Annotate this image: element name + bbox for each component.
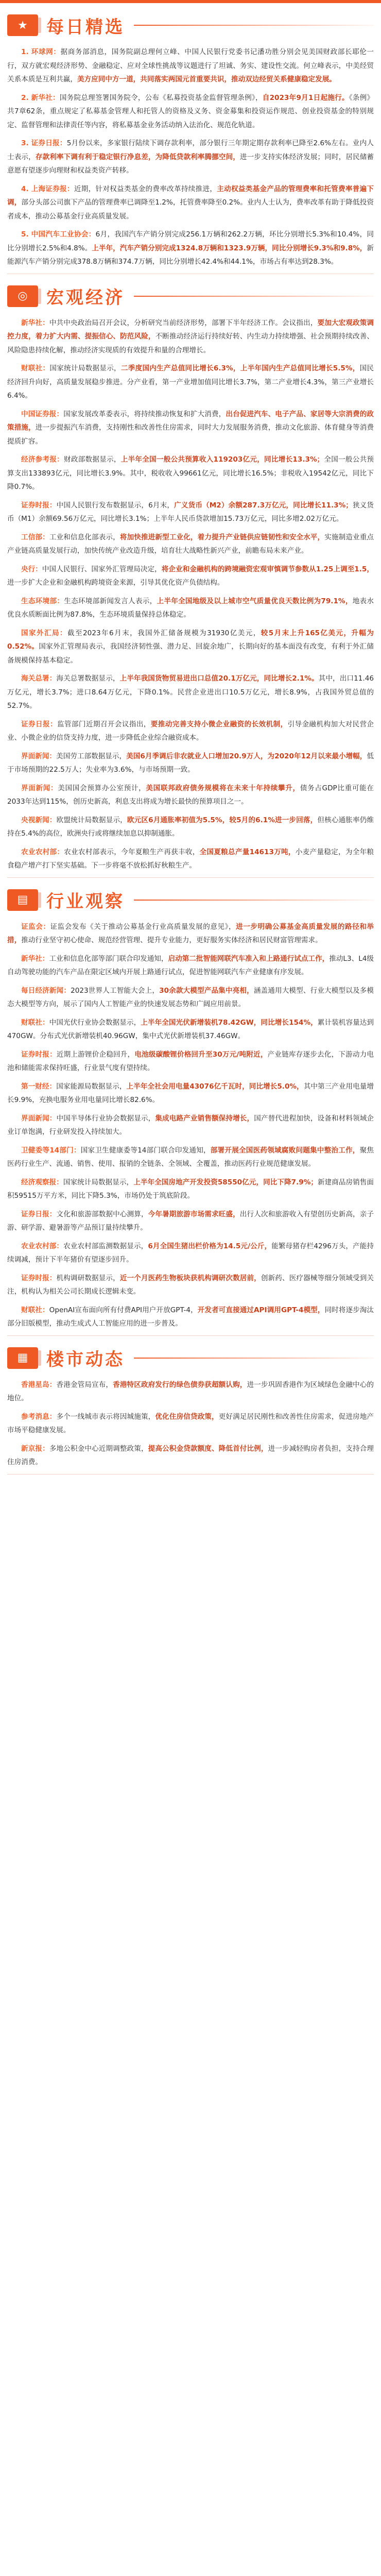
- section-rule: [134, 900, 374, 901]
- section-header: [7, 281, 374, 311]
- news-source: 农业农村部：: [21, 848, 64, 856]
- news-highlight: 电池级碳酸锂价格回升至30万元/吨附近，: [134, 1050, 268, 1059]
- news-highlight: 优化住房信贷政策，: [155, 1412, 219, 1421]
- news-lead: 财政部数据显示，: [64, 455, 121, 464]
- news-source: 界面新闻：: [21, 752, 57, 760]
- news-lead: 中国半导体行业协会数据显示，: [56, 1114, 155, 1123]
- news-source: 新华社：: [21, 318, 49, 327]
- news-item: [7, 718, 374, 745]
- news-tail: 全国一般公共预算支出133893亿元，同比增长3.9%。其中，税收收入99661亿元，同比增长16.5%；非税收入19542亿元，同比下降0.7%。: [7, 455, 374, 491]
- news-lead: 香港金管局宣布，: [56, 1380, 113, 1389]
- section-rule: [134, 1358, 374, 1359]
- news-highlight: 6月全国生猪出栏价格为14.5元/公斤，: [148, 1242, 272, 1250]
- news-highlight: 上半年全社会用电量43076亿千瓦时，同比增长5.0%，: [126, 1082, 304, 1091]
- section-header: [7, 10, 374, 40]
- news-source: 证监会：: [21, 922, 50, 931]
- top-banner: [0, 0, 381, 3]
- news-tail: 债务占GDP比重可能在2033年达到115%，创历史新高，利息支出将成为增长最快的预算项目之一。: [7, 784, 374, 806]
- news-tail: 《条例》共7章62条，重点规定了私募基金管理人和托管人的资格及义务、资金募集和投资运作规范、创业投资基金的特别规定、监督管理和法律责任等内容，将私募基金业务活动纳入法治化、规范化轨道。: [7, 93, 374, 129]
- news-item: [7, 672, 374, 713]
- section-2: [0, 885, 381, 1336]
- news-lead: 农业农村部表示，今年夏粮生产再获丰收，: [64, 848, 200, 856]
- news-highlight: 存款利率下调有利于稳定银行净息差，为降低贷款利率腾挪空间，: [35, 152, 240, 161]
- news-item: [7, 1144, 374, 1171]
- news-lead: 监管部门近期召开会议指出，: [57, 720, 151, 728]
- news-tail: 涵盖通用大模型、行业大模型以及多模态大模型等方向，展示了国内人工智能产业的快速发展态势和广阔应用前景。: [7, 986, 374, 1008]
- news-highlight: 二季度国内生产总值同比增长6.3%，上半年国内生产总值同比增长5.5%，: [120, 364, 360, 372]
- news-tail: 进一步巩固香港作为区域绿色金融中心的地位。: [7, 1380, 374, 1402]
- news-tail: 推动行业坚守初心使命、规范经营管理、提升专业能力，更好服务实体经济和居民财富管理需求。: [21, 936, 322, 944]
- news-highlight: 30余款大模型产品集中亮相，: [159, 986, 254, 995]
- news-item: [7, 499, 374, 526]
- news-highlight: 要加大宏观政策调控力度，着力扩大内需、提振信心、防范风险，: [7, 318, 374, 341]
- news-tail: 不断推动经济运行持续好转、内生动力持续增强、社会预期持续改善、风险隐患持续化解，推动经济实现质的有效提升和量的合理增长。: [7, 332, 374, 354]
- news-item: [7, 453, 374, 494]
- news-tail: 国产替代进程加快，设备和材料领域企业订单饱满，行业研发投入持续加大。: [7, 1114, 374, 1136]
- news-source: 5. 中国汽车工业协会：: [21, 230, 96, 239]
- news-lead: 生态环境部新闻发言人表示，: [64, 597, 157, 605]
- news-tail: 进一步减轻购房者负担，支持合理住房消费。: [7, 1444, 374, 1466]
- news-tail: 更好满足居民刚性和改善性住房需求，促进房地产市场平稳健康发展。: [7, 1412, 374, 1434]
- news-highlight: 出台促进汽车、电子产品、家居等大宗消费的政策措施，: [7, 410, 374, 432]
- news-tail: 小麦产量稳定，为全年粮食稳产增产打下坚实基础。下一步将毫不放松抓好秋粮生产。: [7, 848, 374, 870]
- news-tail: 创新药、医疗器械等细分领域受到关注，机构认为相关公司长期成长逻辑未变。: [7, 1274, 374, 1296]
- news-item: [7, 137, 374, 178]
- news-lead: 近期，针对权益类基金的费率改革持续推进，: [74, 184, 217, 193]
- news-source: 财联社：: [21, 1018, 49, 1027]
- news-lead: 农业农村部监测数据显示，: [63, 1242, 148, 1250]
- news-lead: 多地公积金中心近期调整政策，: [49, 1444, 148, 1453]
- news-source: 工信部：: [21, 533, 49, 541]
- news-lead: 机构调研数据显示，: [56, 1274, 120, 1282]
- news-item: [7, 408, 374, 449]
- news-source: 证券日报：: [21, 720, 57, 728]
- news-highlight: 广义货币（M2）余额287.3万亿元，同比增长11.3%；: [174, 501, 353, 510]
- news-lead: 国家发展改革委表示，将持续推动恢复和扩大消费，: [63, 410, 226, 418]
- news-item: [7, 1016, 374, 1043]
- news-lead: 中国光伏行业协会数据显示，: [49, 1018, 141, 1027]
- news-tail: 地表水优良水质断面比例为87.8%，生态环境质量保持总体稳定。: [7, 597, 374, 619]
- news-item: [7, 952, 374, 979]
- news-item: [7, 1240, 374, 1267]
- news-item: [7, 1442, 374, 1469]
- news-highlight: 较5月末上升165亿美元，升幅为0.52%。: [7, 629, 374, 651]
- news-tail: 产业链库存逐步去化，下游动力电池和储能需求保持旺盛，行业景气度有望持续。: [7, 1050, 374, 1072]
- news-item: [7, 45, 374, 87]
- news-lead: 6月，我国汽车产销分别完成256.1万辆和262.2万辆，环比分别增长5.3%和10.4%，同比分别增长2.5%和4.8%。: [7, 230, 374, 252]
- news-lead: 国务院总理签署国务院令，公布《私募投资基金监督管理条例》，: [59, 93, 263, 102]
- news-highlight: 上半年，汽车产销分别完成1324.8万辆和1323.9万辆，同比分别增长9.3%和9.8%，: [92, 244, 367, 252]
- news-source: 1. 环球网：: [21, 48, 61, 56]
- news-item: [7, 750, 374, 777]
- section-header: [7, 885, 374, 915]
- news-lead: 美国劳工部数据显示，: [56, 752, 127, 760]
- news-source: 香港星岛：: [21, 1380, 57, 1389]
- chart-icon: ▤: [7, 889, 38, 911]
- news-source: 海关总署：: [21, 674, 57, 683]
- news-source: 生态环境部：: [21, 597, 64, 605]
- news-item: [7, 1378, 374, 1405]
- news-lead: 欧盟统计局数据显示，: [56, 816, 127, 824]
- news-item: [7, 814, 374, 841]
- news-source: 证券时报：: [21, 1274, 57, 1282]
- news-lead: 文化和旅游部数据中心测算，: [56, 1210, 148, 1218]
- news-highlight: 开发者可直接通过API调用GPT-4模型，: [197, 1306, 325, 1314]
- news-tail: 其中，出口11.46万亿元，增长3.7%；进口8.64万亿元，下降0.1%。民营企业进出口10.5万亿元，增长8.9%，占我国外贸总值的52.7%。: [7, 674, 374, 710]
- news-highlight: 将企业和金融机构的跨境融资宏观审慎调节参数从1.25上调至1.5，: [161, 565, 374, 573]
- news-highlight: 要推动完善支持小微企业融资的长效机制，: [150, 720, 288, 728]
- news-highlight: 美国6月季调后非农就业人口增加20.9万人，为2020年12月以来最小增幅，: [126, 752, 367, 760]
- news-source: 界面新闻：: [21, 784, 58, 792]
- news-highlight: 今年暑期旅游市场需求旺盛，: [148, 1210, 240, 1218]
- news-source: 证券时报：: [21, 1050, 57, 1059]
- news-tail: 国家外汇管理局表示，我国经济韧性强、潜力足、回旋余地广，长期向好的基本面没有改变，有利于外汇储备规模保持基本稳定。: [7, 642, 374, 665]
- news-highlight: 集成电路产业销售额保持增长，: [155, 1114, 254, 1123]
- news-lead: 国家统计局数据显示，: [63, 1178, 134, 1187]
- news-source: 央行：: [21, 565, 42, 573]
- news-highlight: 提高公积金贷款额度、降低首付比例，: [148, 1444, 268, 1453]
- news-tail: 聚焦医药行业生产、流通、销售、使用、报销的全链条、全领域、全覆盖，推动医药行业规范健康发展。: [7, 1146, 374, 1168]
- news-source: 3. 证券日报：: [21, 139, 67, 147]
- news-tail: 狭义货币（M1）余额69.56万亿元，同比增长3.1%；上半年人民币贷款增加15.73万亿元，同比多增2.02万亿元。: [7, 501, 374, 523]
- news-source: 4. 上海证券报：: [21, 184, 74, 193]
- news-highlight: 全国夏粮总产量14613万吨，: [199, 848, 296, 856]
- section-3: [0, 1343, 381, 1475]
- news-tail: 同时将逐步淘汰部分旧版模型，推动生成式人工智能应用的进一步普及。: [7, 1306, 374, 1328]
- news-source: 第一财经：: [21, 1082, 57, 1091]
- news-highlight: 上半年全国一般公共预算收入119203亿元，同比增长13.3%；: [120, 455, 324, 464]
- news-tail: 累计装机容量达到470GW。分布式光伏新增装机40.96GW，集中式光伏新增装机37.46GW。: [7, 1018, 374, 1040]
- news-highlight: 香港特区政府发行的绿色债券获超额认购，: [113, 1380, 247, 1389]
- news-item: [7, 1176, 374, 1203]
- news-item: [7, 920, 374, 947]
- news-tail: 进一步提振汽车消费，支持刚性和改善性住房需求，同时大力发展服务消费，推动文化旅游、体育健身等消费提质扩容。: [7, 423, 374, 446]
- news-tail: 引导金融机构加大对民营企业、小微企业的信贷支持力度，进一步降低企业综合融资成本。: [7, 720, 374, 742]
- news-source: 证券时报：: [21, 501, 57, 510]
- section-rule: [134, 296, 374, 297]
- news-source: 新京报：: [21, 1444, 49, 1453]
- news-source: 每日经济新闻：: [21, 986, 71, 995]
- news-source: 界面新闻：: [21, 1114, 57, 1123]
- news-source: 国家外汇局：: [21, 629, 68, 637]
- content: [0, 10, 381, 1475]
- news-lead: 中国人民银行发布数据显示，6月末，: [56, 501, 175, 510]
- section-title: 宏观经济: [46, 287, 125, 308]
- news-highlight: 美方应同中方一道，共同落实两国元首重要共识，推动双边经贸关系健康稳定发展。: [77, 75, 336, 83]
- section-header: [7, 1343, 374, 1373]
- news-lead: 工业和信息化部等部门联合印发通知，: [49, 954, 168, 963]
- news-item: [7, 91, 374, 132]
- news-lead: 国家卫生健康委等14部门联合印发通知，: [80, 1146, 211, 1155]
- news-source: 农业农村部：: [21, 1242, 64, 1250]
- news-highlight: 自2023年9月1日起施行。: [262, 93, 349, 102]
- news-highlight: 上半年全国地级及以上城市空气质量优良天数比例为79.1%，: [157, 597, 353, 605]
- headline-icon: ★: [7, 14, 38, 36]
- news-tail: 新建商品房销售面积59515万平方米，同比下降5.3%，市场仍处于筑底阶段。: [7, 1178, 374, 1200]
- news-item: [7, 531, 374, 558]
- section-title: 行业观察: [46, 891, 125, 912]
- news-lead: 中国人民银行、国家外汇管理局决定，: [42, 565, 162, 573]
- news-item: [7, 563, 374, 590]
- news-item: [7, 316, 374, 358]
- news-source: 中国证券报：: [21, 410, 64, 418]
- news-tail: 出行人次和旅游收入有望创历史新高，亲子游、研学游、避暑游等产品预订量持续攀升。: [7, 1210, 374, 1232]
- news-tail: 能繁母猪存栏4296万头，产能持续调减，预计下半年猪价有望逐步回升。: [7, 1242, 374, 1264]
- news-source: 证券日报：: [21, 1210, 57, 1218]
- news-item: [7, 1303, 374, 1331]
- news-source: 央视新闻：: [21, 816, 57, 824]
- news-item: [7, 1272, 374, 1299]
- section-title: 每日精选: [46, 16, 125, 38]
- news-tail: 国民经济回升向好，高质量发展稳步推进。分产业看，第一产业增加值同比增长3.7%，第二产业增长4.3%，第三产业增长6.4%。: [7, 364, 374, 400]
- news-lead: 2023世界人工智能大会上，: [71, 986, 160, 995]
- news-source: 经济观察报：: [21, 1178, 63, 1187]
- building-icon: ▦: [7, 1347, 38, 1369]
- news-lead: 据商务部消息，国务院副总理何立峰、中国人民银行党委书记潘功胜分别会见美国财政部长耶伦一行，双方就宏观经济形势、金融稳定、应对全球性挑战等议题进行了坦诚、务实、建设性交流。何立峰表示，中美经贸关系本质是互利共赢，: [7, 48, 374, 83]
- news-lead: 中共中央政治局召开会议，分析研究当前经济形势，部署下半年经济工作。会议指出，: [49, 318, 318, 327]
- news-item: [7, 595, 374, 622]
- news-source: 财联社：: [21, 364, 50, 372]
- news-lead: 海关总署数据显示，: [56, 674, 120, 683]
- news-highlight: 主动权益类基金产品的管理费率和托管费率普遍下调，: [7, 184, 374, 207]
- news-item: [7, 1112, 374, 1139]
- news-item: [7, 1048, 374, 1075]
- news-tail: 低于市场预期的22.5万人；失业率为3.6%，与市场预期一致。: [7, 752, 374, 774]
- news-source: 财联社：: [21, 1306, 49, 1314]
- news-item: [7, 182, 374, 224]
- news-tail: 实施制造业重点产业链高质量发展行动，加快传统产业改造升级，培育壮大战略性新兴产业，前瞻布局未来产业。: [7, 533, 374, 555]
- news-item: [7, 845, 374, 873]
- news-lead: 工业和信息化部表示，: [49, 533, 120, 541]
- globe-icon: ◎: [7, 285, 38, 307]
- news-highlight: 近一个月医药生物板块获机构调研次数居前，: [119, 1274, 261, 1282]
- news-tail: 进一步扩大企业和金融机构跨境资金来源，引导其优化资产负债结构。: [7, 579, 224, 587]
- news-item: [7, 228, 374, 269]
- news-tail: 新能源汽车产销分别完成378.8万辆和374.7万辆，同比分别增长42.4%和44.1%，市场占有率达到28.3%。: [7, 244, 374, 266]
- news-highlight: 启动第二批智能网联汽车准入和上路通行试点工作，: [168, 954, 330, 963]
- news-highlight: 进一步明确公募基金高质量发展的路径和举措，: [7, 922, 374, 944]
- section-divider: [7, 877, 374, 878]
- news-item: [7, 626, 374, 668]
- news-lead: 美国国会预算办公室预计，: [58, 784, 146, 792]
- news-tail: 部分头部公司旗下产品的管理费率已调降至1.2%，托管费率降至0.2%。业内人士认为，费率改革有助于降低投资者成本，推动公募基金行业高质量发展。: [7, 198, 374, 221]
- news-tail: 进一步支持实体经济发展；同时，居民储蓄意愿有望逐步向理财和权益类资产转移。: [7, 152, 374, 175]
- news-source: 新华社：: [21, 954, 49, 963]
- news-tail: 但核心通胀率仍维持在5.4%的高位，欧洲央行或将继续加息以抑制通胀。: [7, 816, 374, 838]
- section-title: 楼市动态: [46, 1349, 125, 1370]
- section-1: [0, 281, 381, 878]
- news-highlight: 部署开展全国医药领域腐败问题集中整治工作，: [210, 1146, 360, 1155]
- news-highlight: 美国联邦政府债务规模将在未来十年持续攀升，: [146, 784, 300, 792]
- news-source: 卫健委等14部门：: [21, 1146, 81, 1155]
- news-item: [7, 1080, 374, 1107]
- news-highlight: 上半年全国光伏新增装机78.42GW，同比增长154%，: [141, 1018, 318, 1027]
- news-item: [7, 1208, 374, 1235]
- section-divider: [7, 1335, 374, 1336]
- news-lead: 国家统计局数据显示，: [49, 364, 121, 372]
- news-source: 参考消息：: [21, 1412, 57, 1421]
- news-lead: 多个一线城市表示将因城施策，: [56, 1412, 155, 1421]
- news-highlight: 欧元区6月通胀率初值为5.5%，较5月的6.1%进一步回落，: [127, 816, 318, 824]
- news-source: 2. 新华社：: [21, 93, 60, 102]
- section-rule: [134, 25, 374, 26]
- news-source: 经济参考报：: [21, 455, 64, 464]
- news-highlight: 上半年我国货物贸易进出口总值20.1万亿元，同比增长2.1%。: [119, 674, 319, 683]
- news-item: [7, 984, 374, 1011]
- news-item: [7, 782, 374, 809]
- news-tail: 推动L3、L4级自动驾驶功能的汽车产品在限定区域内开展上路通行试点，促进智能网联汽车产业健康有序发展。: [7, 954, 374, 976]
- section-divider: [7, 1474, 374, 1475]
- section-0: [0, 10, 381, 274]
- news-item: [7, 362, 374, 403]
- news-lead: OpenAI宣布面向所有付费API用户开放GPT-4，: [49, 1306, 198, 1314]
- news-lead: 证监会发布《关于推动公募基金行业高质量发展的意见》，: [50, 922, 236, 931]
- news-highlight: 将加快推进新型工业化，着力提升产业链供应链韧性和安全水平，: [119, 533, 325, 541]
- news-lead: 国家能源局数据显示，: [56, 1082, 127, 1091]
- news-lead: 截至2023年6月末，我国外汇储备规模为31930亿美元，: [67, 629, 261, 637]
- news-lead: 近期上游锂价企稳回升，: [56, 1050, 135, 1059]
- news-lead: 5月份以来，多家银行陆续下调存款利率，部分银行三年期定期存款利率已降至2.6%左右。业内人士表示，: [7, 139, 374, 161]
- news-item: [7, 1410, 374, 1437]
- news-tail: 其中第三产业用电量增长9.9%，充换电服务业用电量同比增长82.6%。: [7, 1082, 374, 1104]
- news-highlight: 上半年全国房地产开发投资58550亿元，同比下降7.9%；: [133, 1178, 318, 1187]
